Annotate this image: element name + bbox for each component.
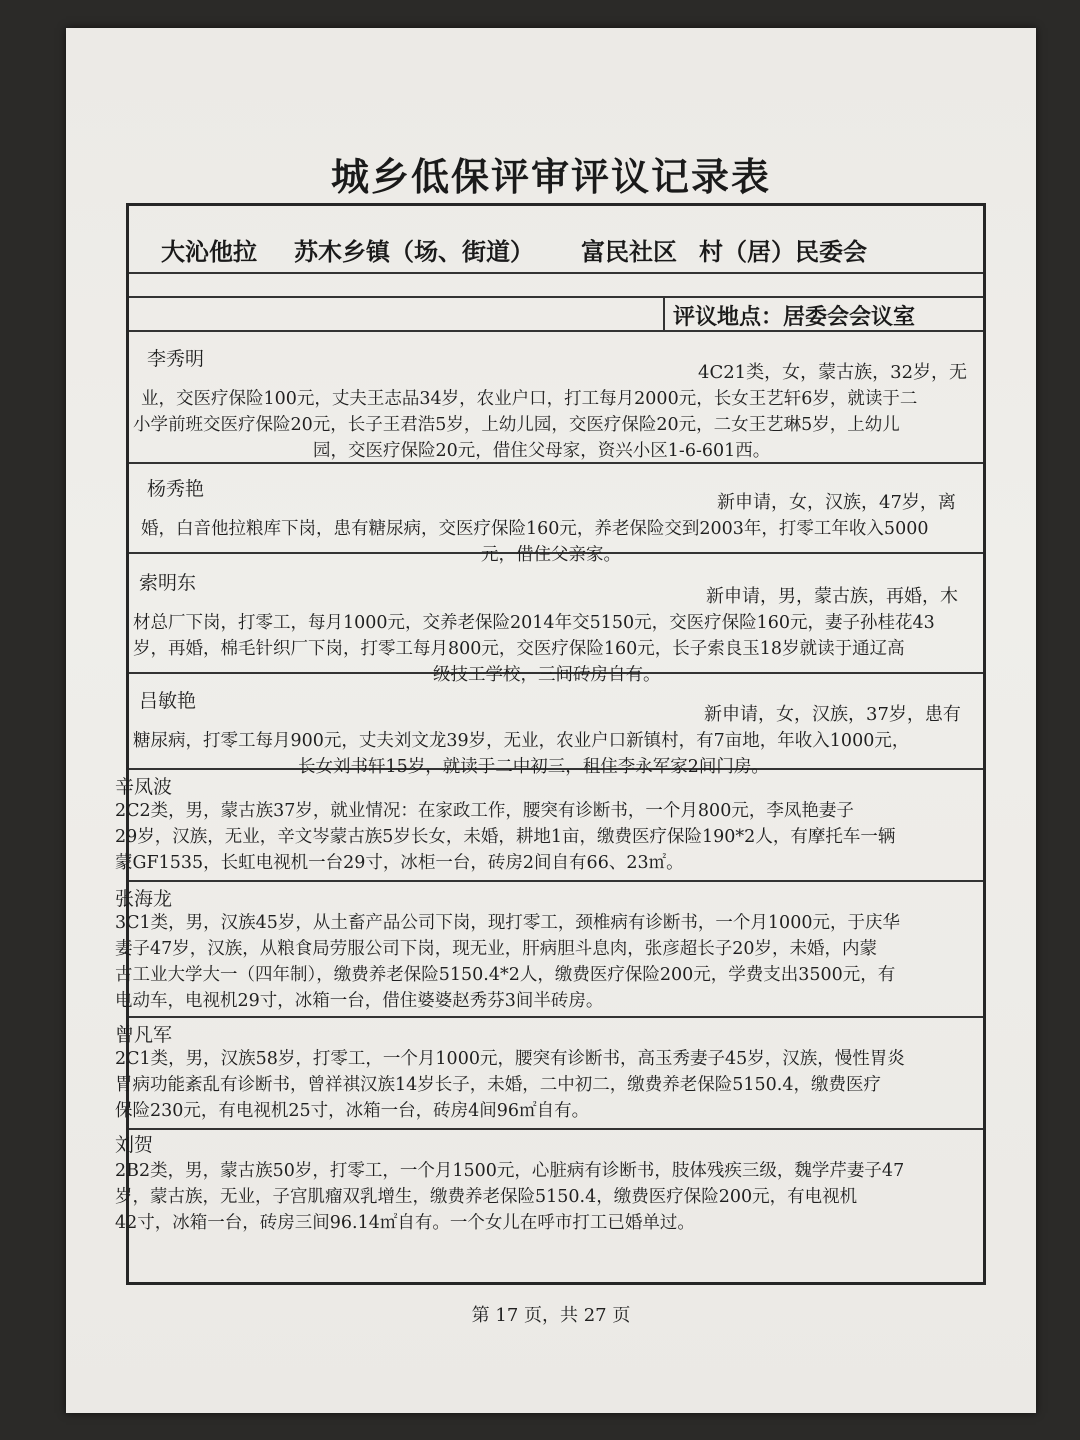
record-line: 级技工学校，三间砖房自有。 bbox=[433, 665, 661, 685]
record-table bbox=[115, 203, 986, 1285]
record-line: 小学前班交医疗保险20元，长子王君浩5岁，上幼儿园，交医疗保险20元，二女王艺琳5岁，上幼儿 bbox=[133, 415, 900, 435]
category-tag: 新申请，女，汉族，37岁，患有 bbox=[704, 704, 961, 725]
record-line: 岁，再婚，棉毛针织厂下岗，打零工每月800元，交医疗保险160元，长子索良玉18岁就读于通辽高 bbox=[133, 639, 905, 659]
record-line: 元，借住父亲家。 bbox=[481, 545, 621, 565]
meeting-location: 评议地点：居委会会议室 bbox=[663, 296, 983, 330]
sumu-name: 大沁他拉 bbox=[161, 237, 257, 266]
category-tag: 新申请，男，蒙古族，再婚，木 bbox=[706, 586, 958, 607]
record-line: 2C1类，男，汉族58岁，打零工，一个月1000元，腰突有诊断书，高玉秀妻子45岁，汉族，慢性胃炎 bbox=[115, 1049, 905, 1069]
document-title: 城乡低保评审评议记录表 bbox=[330, 155, 771, 199]
location-row bbox=[129, 296, 983, 332]
record-row bbox=[115, 882, 983, 1018]
record-text bbox=[115, 1046, 983, 1124]
record-line: 材总厂下岗，打零工，每月1000元，交养老保险2014年交5150元，交医疗保险160元，妻子孙桂花43 bbox=[133, 613, 935, 633]
record-line: 蒙GF1535，长虹电视机一台29寸，冰柜一台，砖房2间自有66、23㎡。 bbox=[115, 853, 684, 873]
record-line: 2C2类，男，蒙古族37岁，就业情况：在家政工作，腰突有诊断书，一个月800元，李凤艳妻子 bbox=[115, 801, 854, 821]
record-line: 3C1类，男，汉族45岁，从土畜产品公司下岗，现打零工，颈椎病有诊断书，一个月1000元，于庆华 bbox=[115, 913, 900, 933]
category-tag: 4C21类，女，蒙古族，32岁，无 bbox=[698, 362, 968, 383]
record-line: 长女刘书轩15岁，就读于二中初三，租住李永军家2间门房。 bbox=[298, 757, 769, 777]
record-text bbox=[115, 798, 983, 876]
town-label: 苏木乡镇（场、街道） bbox=[294, 237, 534, 266]
record-line: 29岁，汉族，无业，辛文岑蒙古族5岁长女，未婚，耕地1亩，缴费医疗保险190*2人，有摩托车一辆 bbox=[115, 827, 896, 847]
record-row bbox=[129, 330, 983, 464]
person-name: 吕敏艳 bbox=[139, 690, 197, 712]
category-tag: 新申请，女，汉族，47岁，离 bbox=[717, 492, 956, 513]
village-label: 村（居）民委会 bbox=[699, 237, 867, 266]
record-line: 42寸，冰箱一台，砖房三间96.14㎡自有。一个女儿在呼市打工已婚单过。 bbox=[115, 1213, 695, 1233]
paper-sheet bbox=[66, 28, 1036, 1413]
record-line: 糖尿病，打零工每月900元，丈夫刘文龙39岁，无业，农业户口新镇村，有7亩地，年收入1000元， bbox=[133, 731, 910, 751]
record-text bbox=[133, 386, 983, 464]
record-line: 电动车，电视机29寸，冰箱一台，借住婆婆赵秀芬3间半砖房。 bbox=[115, 991, 604, 1011]
record-line: 岁，蒙古族，无业，子宫肌瘤双乳增生，缴费养老保险5150.4，缴费医疗保险200元，有电视机 bbox=[115, 1187, 858, 1207]
page-number: 第 17 页，共 27 页 bbox=[471, 1305, 631, 1326]
record-line: 妻子47岁，汉族，从粮食局劳服公司下岗，现无业，肝病胆斗息肉，张彦超长子20岁，未婚，内蒙 bbox=[115, 939, 878, 959]
community-name: 富民社区 bbox=[581, 237, 677, 266]
record-line: 婚，白音他拉粮库下岗，患有糖尿病，交医疗保险160元，养老保险交到2003年，打零工年收入5000 bbox=[141, 519, 929, 539]
blank-row bbox=[129, 272, 983, 298]
record-row bbox=[115, 770, 983, 882]
record-row bbox=[129, 674, 983, 777]
record-line: 2B2类，男，蒙古族50岁，打零工，一个月1500元，心脏病有诊断书，肢体残疾三级，魏学芹妻子47 bbox=[115, 1161, 905, 1181]
record-text bbox=[115, 910, 983, 1014]
record-line: 胃病功能紊乱有诊断书，曾祥祺汉族14岁长子，未婚，二中初二，缴费养老保险5150.4，缴费医疗 bbox=[115, 1075, 881, 1095]
record-line: 业，交医疗保险100元，丈夫王志品34岁，农业户口，打工每月2000元，长女王艺轩6岁，就读于二 bbox=[141, 389, 918, 409]
record-row bbox=[129, 464, 983, 565]
record-row bbox=[115, 1018, 983, 1130]
record-line: 古工业大学大一（四年制），缴费养老保险5150.4*2人，缴费医疗保险200元，学费支出3500元，有 bbox=[115, 965, 896, 985]
record-row bbox=[129, 554, 983, 685]
person-name: 张海龙 bbox=[115, 888, 173, 910]
record-line: 园，交医疗保险20元，借住父母家，资兴小区1-6-601西。 bbox=[313, 441, 771, 461]
record-row bbox=[115, 1130, 983, 1282]
person-name: 杨秀艳 bbox=[147, 478, 205, 500]
person-name: 辛凤波 bbox=[115, 776, 173, 798]
person-name: 索明东 bbox=[139, 572, 197, 594]
header-row bbox=[129, 206, 983, 274]
person-name: 刘贺 bbox=[115, 1134, 154, 1156]
record-text bbox=[115, 1158, 983, 1236]
person-name: 李秀明 bbox=[147, 348, 205, 370]
record-line: 保险230元，有电视机25寸，冰箱一台，砖房4间96㎡自有。 bbox=[115, 1101, 590, 1121]
person-name: 曾凡军 bbox=[115, 1024, 173, 1046]
